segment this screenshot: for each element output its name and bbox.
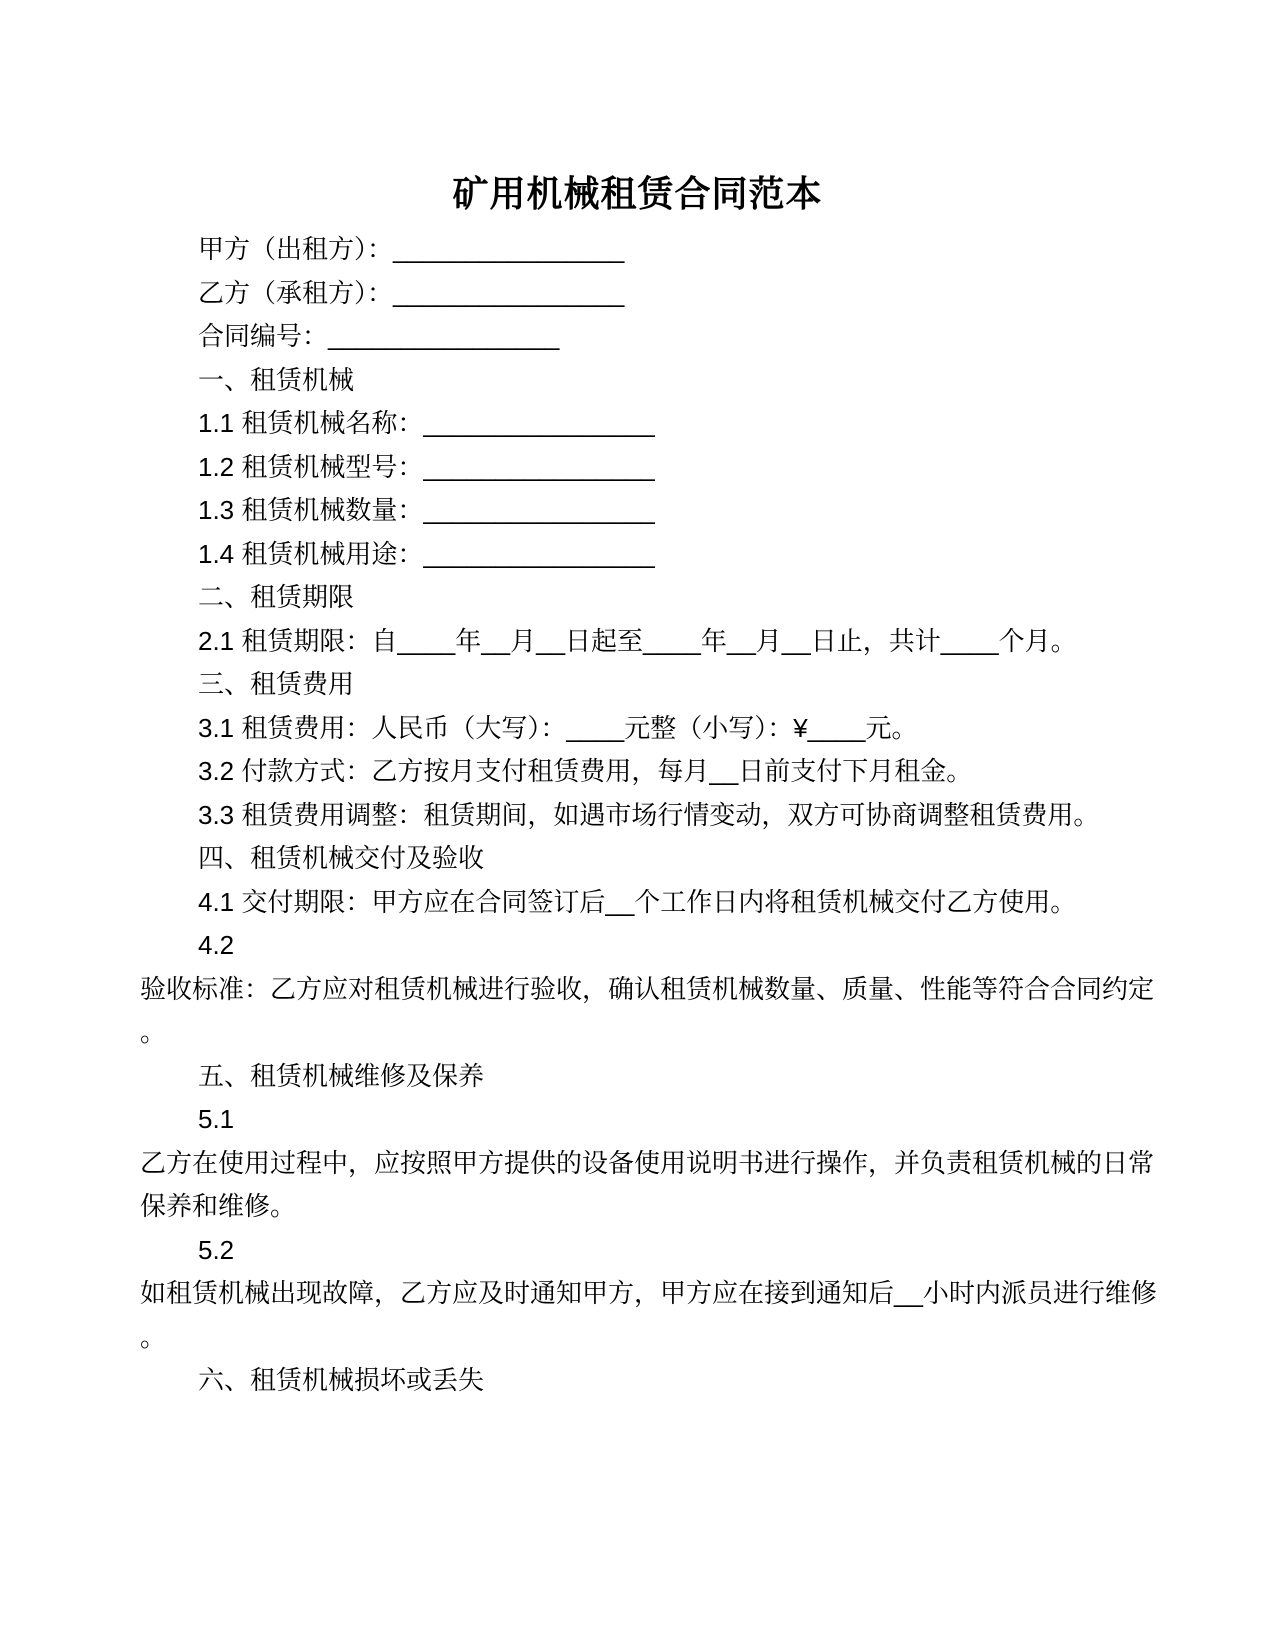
clause-2-1: 2.1 租赁期限：自____年__月__日起至____年__月__日止，共计____个月。 (198, 625, 1077, 656)
clause-1-2: 1.2 租赁机械型号：________________ (198, 451, 655, 482)
document-title: 矿用机械租赁合同范本 (452, 173, 823, 214)
clause-4-1: 4.1 交付期限：甲方应在合同签订后__个工作日内将租赁机械交付乙方使用。 (198, 886, 1077, 917)
clause-1-4: 1.4 租赁机械用途：________________ (198, 538, 655, 569)
document-body (0, 228, 1275, 1403)
clause-4-2-number: 4.2 (198, 930, 235, 960)
section-3-heading: 三、租赁费用 (198, 669, 355, 699)
clause-3-1: 3.1 租赁费用：人民币（大写）：____元整（小写）：¥____元。 (198, 712, 918, 743)
section-2-heading: 二、租赁期限 (198, 582, 355, 612)
clause-5-2-period: 。 (140, 1321, 167, 1352)
clause-1-1: 1.1 租赁机械名称：________________ (198, 408, 655, 438)
clause-5-2-number: 5.2 (198, 1234, 235, 1265)
clause-4-2-body: 验收标准：乙方应对租赁机械进行验收，确认租赁机械数量、质量、性能等符合合同约定 (140, 973, 1155, 1004)
section-1-heading: 一、租赁机械 (198, 364, 355, 395)
party-b-line: 乙方（承租方）：________________ (198, 277, 625, 308)
clause-5-2-body: 如租赁机械出现故障，乙方应及时通知甲方，甲方应在接到通知后__小时内派员进行维修 (140, 1278, 1157, 1308)
section-6-heading: 六、租赁机械损坏或丢失 (198, 1365, 485, 1395)
clause-3-3: 3.3 租赁费用调整：租赁期间，如遇市场行情变动，双方可协商调整租赁费用。 (198, 799, 1100, 830)
clause-5-1-body: 乙方在使用过程中，应按照甲方提供的设备使用说明书进行操作，并负责租赁机械的日常 (140, 1147, 1155, 1178)
clause-5-1-body-2: 保养和维修。 (140, 1191, 297, 1221)
section-5-heading: 五、租赁机械维修及保养 (198, 1060, 485, 1091)
clause-4-2-period: 。 (140, 1017, 167, 1047)
party-a-line: 甲方（出租方）：________________ (198, 234, 625, 264)
clause-1-3: 1.3 租赁机械数量：________________ (198, 495, 655, 525)
clause-3-2: 3.2 付款方式：乙方按月支付租赁费用，每月__日前支付下月租金。 (198, 756, 973, 786)
contract-number-line: 合同编号：________________ (198, 321, 560, 351)
clause-5-1-number: 5.1 (198, 1104, 235, 1134)
section-4-heading: 四、租赁机械交付及验收 (198, 843, 485, 873)
